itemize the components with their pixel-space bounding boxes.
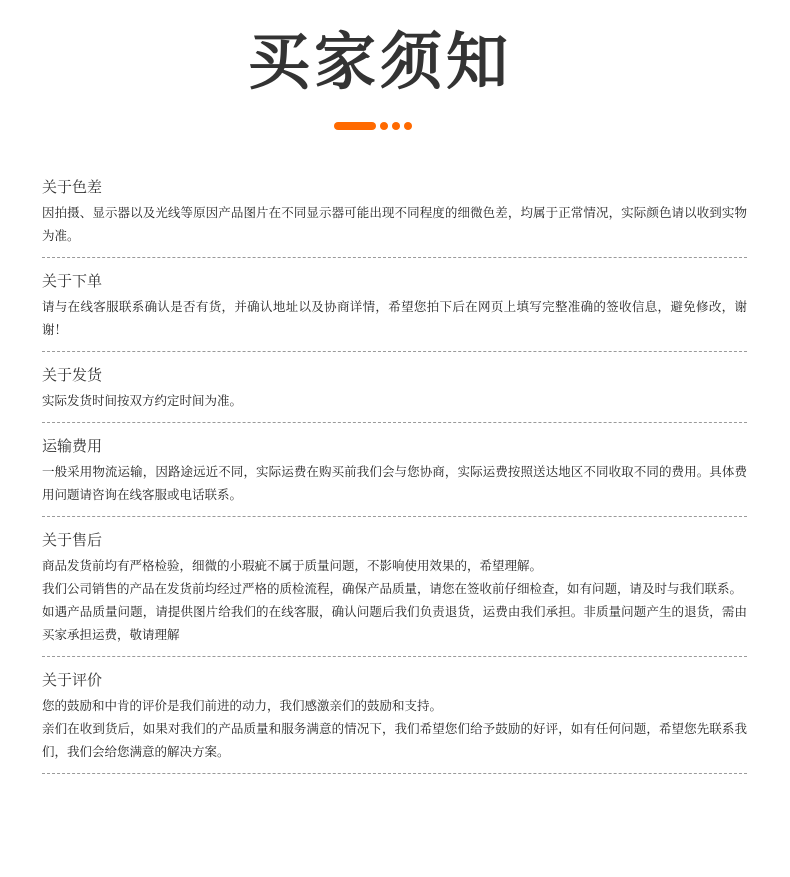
page-title: 买家须知: [247, 25, 512, 98]
section-paragraph: 如遇产品质量问题，请提供图片给我们的在线客服，确认问题后我们负责退货，运费由我们承担。非质量问题产生的退货，需由买家承担运费，敬请理解: [42, 604, 747, 642]
decoration-dot: [392, 122, 400, 130]
section-shipping: [42, 365, 747, 423]
title-decoration: [334, 120, 424, 132]
section-freight: [42, 436, 747, 517]
section-paragraph: 实际发货时间按双方约定时间为准。: [42, 393, 243, 408]
section-after-sales: [42, 530, 747, 657]
section-heading: 关于发货: [42, 366, 103, 384]
section-color-difference: [42, 177, 747, 258]
section-paragraph: 请与在线客服联系确认是否有货，并确认地址以及协商详情，希望您拍下后在网页上填写完整准确的签收信息，避免修改，谢谢！: [42, 299, 747, 337]
section-paragraph: 我们公司销售的产品在发货前均经过严格的质检流程，确保产品质量，请您在签收前仔细检查，如有问题，请及时与我们联系。: [42, 581, 743, 596]
section-paragraph: 您的鼓励和中肯的评价是我们前进的动力，我们感激亲们的鼓励和支持。: [42, 698, 443, 713]
section-heading: 关于下单: [42, 272, 103, 290]
decoration-bar: [334, 122, 376, 130]
section-heading: 运输费用: [42, 437, 103, 455]
section-heading: 关于售后: [42, 531, 103, 549]
decoration-dot: [404, 122, 412, 130]
section-paragraph: 商品发货前均有严格检验，细微的小瑕疵不属于质量问题，不影响使用效果的，希望理解。: [42, 558, 543, 573]
section-paragraph: 亲们在收到货后，如果对我们的产品质量和服务满意的情况下，我们希望您们给予鼓励的好评，如有任何问题，希望您先联系我们，我们会给您满意的解决方案。: [42, 721, 747, 759]
decoration-dot: [380, 122, 388, 130]
section-heading: 关于色差: [42, 178, 103, 196]
section-ordering: [42, 271, 747, 352]
section-reviews: [42, 670, 747, 774]
notice-sections: [42, 177, 747, 787]
section-paragraph: 一般采用物流运输，因路途远近不同，实际运费在购买前我们会与您协商，实际运费按照送达地区不同收取不同的费用。具体费用问题请咨询在线客服或电话联系。: [42, 464, 747, 502]
section-paragraph: 因拍摄、显示器以及光线等原因产品图片在不同显示器可能出现不同程度的细微色差，均属于正常情况，实际颜色请以收到实物为准。: [42, 205, 747, 243]
section-heading: 关于评价: [42, 671, 103, 689]
